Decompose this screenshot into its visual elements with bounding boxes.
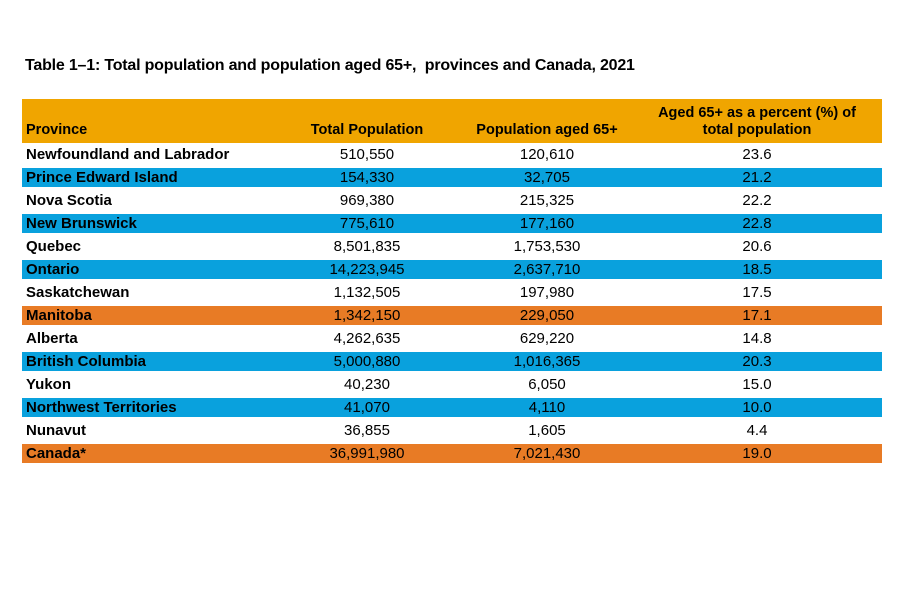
percent-65plus-cell: 4.4 <box>632 419 882 442</box>
province-cell: Saskatchewan <box>22 281 272 304</box>
population-table-container <box>22 99 882 465</box>
table-row <box>22 212 882 235</box>
population-65plus-cell: 215,325 <box>462 189 632 212</box>
total-population-cell: 36,991,980 <box>272 442 462 465</box>
table-row <box>22 166 882 189</box>
province-cell: Nunavut <box>22 419 272 442</box>
population-65plus-cell: 4,110 <box>462 396 632 419</box>
table-title: Table 1–1: Total population and population aged 65+, provinces and Canada, 2021 <box>25 57 635 74</box>
population-65plus-cell: 2,637,710 <box>462 258 632 281</box>
province-cell: Quebec <box>22 235 272 258</box>
total-population-cell: 969,380 <box>272 189 462 212</box>
table-row <box>22 419 882 442</box>
table-header <box>22 99 882 143</box>
province-cell: Yukon <box>22 373 272 396</box>
population-65plus-cell: 629,220 <box>462 327 632 350</box>
province-cell: Manitoba <box>22 304 272 327</box>
percent-65plus-cell: 17.1 <box>632 304 882 327</box>
total-population-cell: 510,550 <box>272 143 462 166</box>
table-row <box>22 396 882 419</box>
province-cell: Nova Scotia <box>22 189 272 212</box>
percent-65plus-cell: 23.6 <box>632 143 882 166</box>
total-population-cell: 775,610 <box>272 212 462 235</box>
total-population-cell: 41,070 <box>272 396 462 419</box>
population-65plus-cell: 32,705 <box>462 166 632 189</box>
population-65plus-cell: 197,980 <box>462 281 632 304</box>
percent-65plus-cell: 22.2 <box>632 189 882 212</box>
total-population-cell: 36,855 <box>272 419 462 442</box>
table-row <box>22 304 882 327</box>
table-row <box>22 258 882 281</box>
percent-65plus-cell: 10.0 <box>632 396 882 419</box>
population-65plus-cell: 7,021,430 <box>462 442 632 465</box>
province-cell: Canada* <box>22 442 272 465</box>
province-cell: Prince Edward Island <box>22 166 272 189</box>
percent-65plus-cell: 20.3 <box>632 350 882 373</box>
province-cell: Northwest Territories <box>22 396 272 419</box>
header-percent-line2: total population <box>702 122 812 138</box>
table-row <box>22 235 882 258</box>
total-population-cell: 154,330 <box>272 166 462 189</box>
total-population-cell: 1,342,150 <box>272 304 462 327</box>
total-population-cell: 4,262,635 <box>272 327 462 350</box>
percent-65plus-cell: 17.5 <box>632 281 882 304</box>
population-65plus-cell: 120,610 <box>462 143 632 166</box>
province-cell: Newfoundland and Labrador <box>22 143 272 166</box>
percent-65plus-cell: 21.2 <box>632 166 882 189</box>
population-65plus-cell: 1,753,530 <box>462 235 632 258</box>
province-cell: Ontario <box>22 258 272 281</box>
percent-65plus-cell: 15.0 <box>632 373 882 396</box>
header-row <box>22 99 882 143</box>
table-row <box>22 327 882 350</box>
table-row <box>22 189 882 212</box>
header-population-65plus: Population aged 65+ <box>462 99 632 143</box>
total-population-cell: 14,223,945 <box>272 258 462 281</box>
header-province: Province <box>22 99 272 143</box>
percent-65plus-cell: 19.0 <box>632 442 882 465</box>
percent-65plus-cell: 22.8 <box>632 212 882 235</box>
province-cell: British Columbia <box>22 350 272 373</box>
total-population-cell: 40,230 <box>272 373 462 396</box>
population-65plus-cell: 6,050 <box>462 373 632 396</box>
percent-65plus-cell: 14.8 <box>632 327 882 350</box>
population-65plus-cell: 1,016,365 <box>462 350 632 373</box>
population-65plus-cell: 1,605 <box>462 419 632 442</box>
table-row <box>22 143 882 166</box>
total-population-cell: 8,501,835 <box>272 235 462 258</box>
percent-65plus-cell: 20.6 <box>632 235 882 258</box>
header-total-population: Total Population <box>272 99 462 143</box>
table-row <box>22 442 882 465</box>
population-table <box>22 99 882 465</box>
total-population-cell: 5,000,880 <box>272 350 462 373</box>
table-row <box>22 281 882 304</box>
population-65plus-cell: 177,160 <box>462 212 632 235</box>
population-65plus-cell: 229,050 <box>462 304 632 327</box>
header-percent-line1: Aged 65+ as a percent (%) of <box>658 105 856 121</box>
table-body <box>22 143 882 465</box>
table-row <box>22 350 882 373</box>
table-row <box>22 373 882 396</box>
percent-65plus-cell: 18.5 <box>632 258 882 281</box>
province-cell: New Brunswick <box>22 212 272 235</box>
header-percent-65plus <box>632 99 882 143</box>
province-cell: Alberta <box>22 327 272 350</box>
total-population-cell: 1,132,505 <box>272 281 462 304</box>
